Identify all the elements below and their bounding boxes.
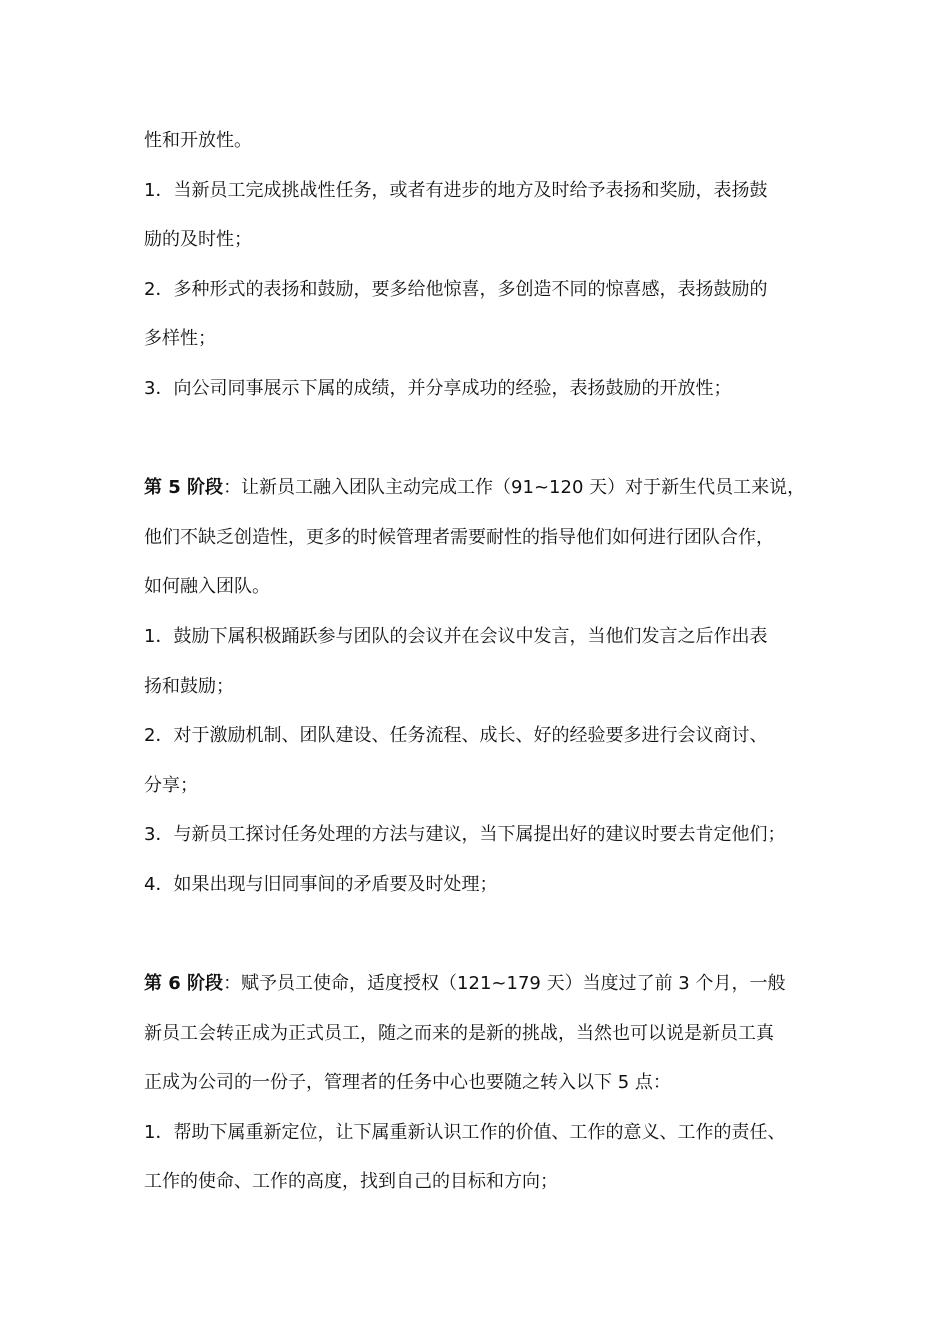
list-item	[144, 166, 816, 265]
list-item	[144, 364, 816, 414]
list-item-line: 扬和鼓励；	[144, 675, 234, 697]
list-item	[144, 711, 816, 810]
stage-6-intro-line: 正成为公司的一份子，管理者的任务中心也要随之转入以下 5 点：	[144, 1072, 671, 1094]
document-page	[144, 116, 816, 1207]
list-item-line: 3．向公司同事展示下属的成绩，并分享成功的经验，表扬鼓励的开放性；	[144, 377, 732, 399]
list-item-line: 2．多种形式的表扬和鼓励，要多给他惊喜，多创造不同的惊喜感，表扬鼓励的	[144, 278, 768, 300]
list-item	[144, 860, 816, 910]
stage-6-intro-line: 新员工会转正成为正式员工，随之而来的是新的挑战，当然也可以说是新员工真	[144, 1022, 774, 1044]
list-item-line: 2．对于激励机制、团队建设、任务流程、成长、好的经验要多进行会议商讨、	[144, 725, 768, 747]
stage-6-title: 第 6 阶段	[144, 973, 224, 995]
stage-5-intro-line: 他们不缺乏创造性，更多的时候管理者需要耐性的指导他们如何进行团队合作，	[144, 526, 774, 548]
list-item-line: 3．与新员工探讨任务处理的方法与建议，当下属提出好的建议时要去肯定他们；	[144, 824, 786, 846]
list-item-line: 多样性；	[144, 328, 216, 350]
list-item	[144, 612, 816, 711]
list-item-line: 4．如果出现与旧同事间的矛盾要及时处理；	[144, 873, 498, 895]
list-item	[144, 1108, 816, 1207]
stage-5-title: 第 5 阶段	[144, 477, 224, 499]
paragraph-continuation: 性和开放性。	[144, 130, 252, 151]
list-item-line: 工作的使命、工作的高度，找到自己的目标和方向；	[144, 1171, 558, 1193]
stage-5-heading-line	[144, 463, 816, 513]
paragraph-gap	[144, 414, 816, 464]
list-item-line: 1．帮助下属重新定位，让下属重新认识工作的价值、工作的意义、工作的责任、	[144, 1121, 786, 1143]
stage-5-intro-line: 如何融入团队。	[144, 576, 270, 598]
list-item-line: 1．当新员工完成挑战性任务，或者有进步的地方及时给予表扬和奖励，表扬鼓	[144, 179, 768, 201]
list-item-line: 分享；	[144, 774, 198, 796]
stage-5-intro: ：让新员工融入团队主动完成工作（91~120 天）对于新生代员工来说，	[223, 477, 806, 499]
list-item	[144, 810, 816, 860]
list-item-line: 励的及时性；	[144, 229, 252, 251]
paragraph-gap	[144, 910, 816, 960]
stage-6-intro: ：赋予员工使命，适度授权（121~179 天）当度过了前 3 个月，一般	[223, 973, 786, 995]
stage-6-heading-line	[144, 959, 816, 1009]
list-item-line: 1．鼓励下属积极踊跃参与团队的会议并在会议中发言，当他们发言之后作出表	[144, 625, 768, 647]
list-item	[144, 265, 816, 364]
